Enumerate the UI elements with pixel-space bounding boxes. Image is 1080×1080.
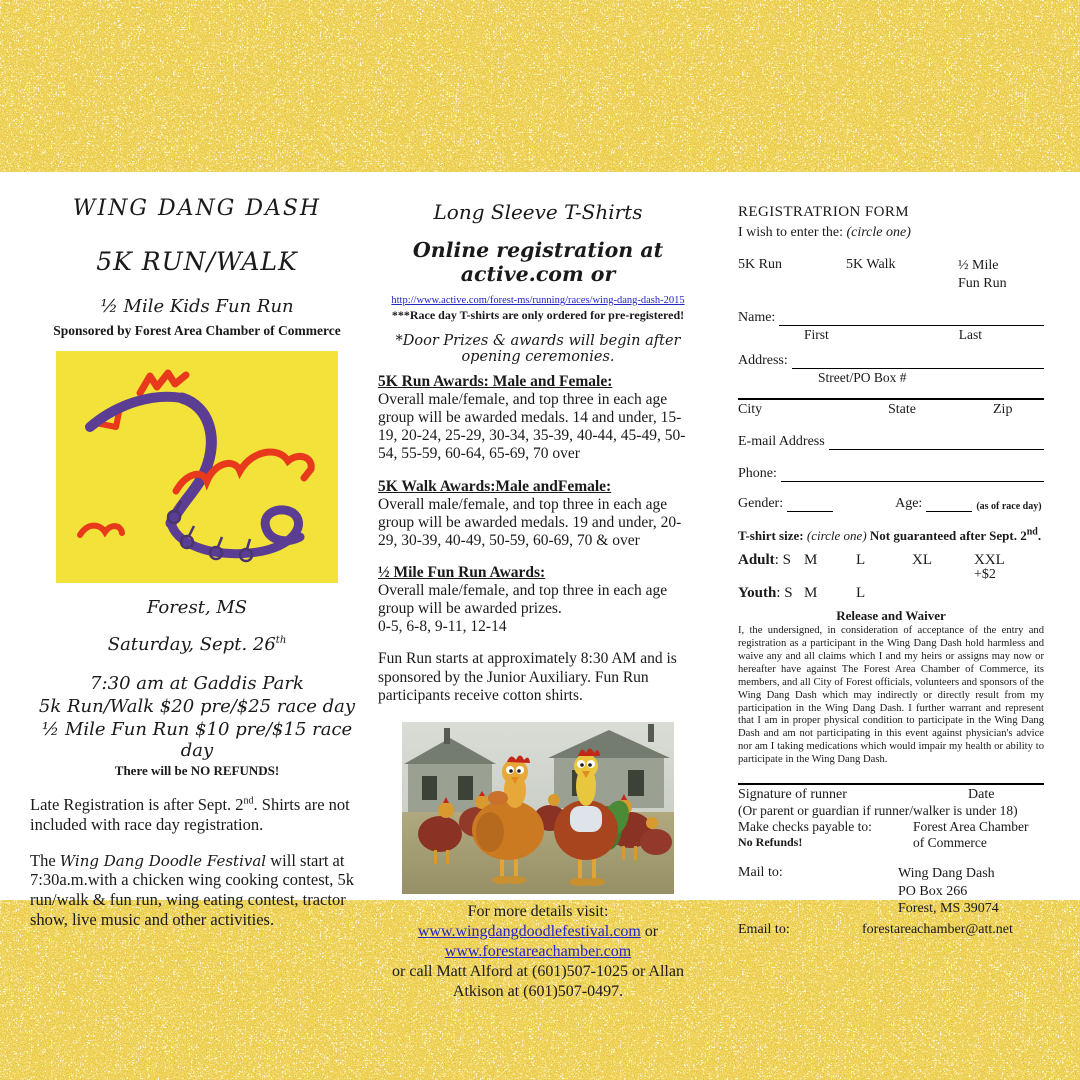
street-label: Street/PO Box # — [818, 370, 907, 385]
funrun-awards-body: Overall male/female, and top three in each age group will be awarded prizes. — [378, 581, 668, 617]
zip-label: Zip — [993, 402, 1013, 417]
gender-age-row — [738, 496, 1044, 512]
phone-blank — [781, 467, 1044, 482]
city-state-zip-row — [738, 402, 1044, 418]
mail-line-1: Wing Dang Dash — [898, 866, 995, 882]
festival-pre: The — [30, 850, 60, 870]
name-blank — [779, 311, 1044, 326]
email-to-label: Email to: — [738, 921, 790, 937]
time-place-line: 7:30 am at Gaddis Park — [90, 673, 304, 694]
email-to-row — [738, 922, 1044, 938]
chicken-run-photo — [402, 722, 674, 894]
mail-line-3: Forest, MS 39074 — [898, 901, 999, 917]
youth-size-s[interactable]: S — [784, 585, 793, 601]
option-half-mile-l2: Fun Run — [958, 275, 1007, 291]
late-registration-paragraph — [30, 795, 364, 835]
tshirt-header: Long Sleeve T-Shirts — [433, 200, 643, 224]
name-label: Name: — [738, 310, 776, 325]
event-title: WING DANG DASH — [72, 196, 322, 221]
rooster-logo-drawing — [56, 351, 338, 583]
run-awards-heading: 5K Run Awards: Male and Female: — [378, 373, 613, 390]
details-intro: For more details visit: — [467, 903, 609, 921]
or-word: or — [640, 923, 659, 941]
festival-paragraph — [30, 851, 364, 930]
checks-row-2 — [738, 835, 1044, 851]
tshirt-post: Not guaranteed after Sept. 2 — [866, 528, 1027, 543]
state-label: State — [888, 402, 916, 417]
walk-awards-body: Overall male/female, and top three in each age group will be awarded medals. 19 and under, 20-29, 30-39, 40-49, 50-59, 60-69, 70 & over — [378, 495, 682, 549]
event-subtitle-5k: 5K RUN/WALK — [96, 247, 298, 276]
email-blank — [829, 435, 1044, 450]
race-day-shirt-note: ***Race day T-shirts are only ordered for pre-registered! — [391, 308, 685, 322]
name-row — [738, 310, 1044, 326]
date-label: Date — [968, 787, 995, 803]
adult-size-xxl[interactable]: XXL — [974, 552, 1005, 568]
no-refunds-note: No Refunds! — [738, 835, 803, 850]
wingdangdoodle-link[interactable]: www.wingdangdoodlefestival.com — [417, 923, 641, 941]
divider-city — [738, 398, 1044, 400]
funrun-start-note: Fun Run starts at approximately 8:30 AM and is sponsored by the Junior Auxiliary. Fun Run participants receive cotton shirts. — [378, 650, 677, 705]
adult-word: Adult — [738, 552, 775, 568]
youth-word: Youth — [738, 585, 777, 601]
active-registration-link[interactable]: http://www.active.com/forest-ms/running/races/wing-dang-dash-2015 — [391, 295, 685, 306]
funrun-awards-heading: ½ Mile Fun Run Awards: — [378, 563, 546, 581]
adult-label: Adult: S — [738, 552, 791, 568]
tshirt-pre: T-shirt size: — [738, 528, 807, 543]
age-note: (as of race day) — [976, 501, 1042, 512]
festival-post: will start at 7:30a.m.with a chicken wing cooking contest, 5k run/walk & fun run, wing eating contest, tractor show, live music and other activities. — [30, 850, 354, 929]
age-blank — [926, 498, 972, 512]
tshirt-circle-one: (circle one) — [806, 528, 867, 543]
gender-blank — [787, 498, 833, 512]
date-ordinal: th — [275, 635, 287, 646]
option-half-mile[interactable] — [958, 257, 1044, 292]
forestareachamber-link[interactable]: www.forestareachamber.com — [444, 943, 632, 961]
online-registration-line: Online registration at active.com or — [412, 238, 664, 286]
address-row — [738, 353, 1044, 369]
mail-to-row — [738, 865, 1044, 918]
date-line — [30, 634, 364, 655]
tshirt-size-line — [738, 528, 1044, 544]
form-title: REGISTRATRION FORM — [738, 204, 909, 220]
tshirt-ordinal: nd — [1026, 526, 1038, 538]
registration-url-line — [378, 295, 698, 306]
option-5k-run[interactable]: 5K Run — [738, 257, 782, 272]
door-prizes-note: *Door Prizes & awards will begin after opening ceremonies. — [395, 333, 681, 365]
address-label: Address: — [738, 353, 788, 368]
waiver-heading: Release and Waiver — [836, 608, 946, 623]
adult-size-xl[interactable]: XL — [912, 552, 932, 568]
circle-one-note: (circle one) — [846, 225, 911, 240]
adult-size-s[interactable]: S — [782, 552, 791, 568]
checks-payee-1: Forest Area Chamber — [913, 819, 1029, 835]
email-to-value[interactable]: forestareachamber@att.net — [862, 921, 1013, 937]
enter-label: I wish to enter the: — [738, 225, 847, 240]
waiver-text: I, the undersigned, in consideration of acceptance of the entry and registration as a participant in the Wing Dang Dash hold harmless and waive any and all claims which I and my heirs or assigns may now or hereafter have against The Forest Area Chamber of Commerce, its members, and all City of Forest officials, volunteers and sponsors of the Wing Dang Dash which may indirectly or directly result from my participation in the Wing Dang Dash. I further warrant and represent that I am in proper physical condition to participate in the Wing Dang Dash and am not participating in this event against physician's advice nor am I taking medications which would impair my health or ability to participate in the Wing Dang Dash. — [738, 625, 1044, 766]
phone-row — [738, 466, 1044, 482]
xxl-surcharge: +$2 — [974, 567, 996, 582]
mail-line-2: PO Box 266 — [898, 883, 968, 899]
race-options-row — [738, 257, 1044, 292]
first-label: First — [804, 327, 829, 342]
divider-signature — [738, 783, 1044, 785]
phone-label: Phone: — [738, 466, 777, 481]
adult-size-m[interactable]: M — [804, 552, 818, 568]
price-5k-line: 5k Run/Walk $20 pre/$25 race day — [38, 696, 356, 717]
late-text-a: Late Registration is after Sept. 2 — [30, 795, 244, 814]
checks-row — [738, 819, 1044, 835]
email-label: E-mail Address — [738, 434, 825, 449]
festival-logo — [56, 351, 338, 583]
late-text-b: . Shirts are not included with race day registration. — [30, 795, 350, 834]
gender-label: Gender: — [738, 496, 784, 511]
youth-size-m[interactable]: M — [804, 585, 818, 601]
run-awards-body: Overall male/female, and top three in each age group will be awarded medals. 14 and under, 15-19, 20-24, 25-29, 30-34, 35-39, 40-44, 45-49, 50-54, 55-59, 60-64, 65-69, 70 over — [378, 391, 686, 463]
signature-row — [738, 787, 1044, 803]
details-block — [378, 902, 698, 1002]
registration-form — [738, 204, 1044, 938]
glitter-border-top — [0, 0, 1080, 172]
name-sub-labels — [738, 327, 1044, 343]
adult-size-l[interactable]: L — [856, 552, 866, 568]
last-label: Last — [958, 327, 983, 342]
city-label: City — [738, 402, 763, 417]
option-5k-walk[interactable]: 5K Walk — [846, 257, 896, 272]
festival-name: Wing Dang Doodle Festival — [59, 851, 267, 870]
guardian-note: (Or parent or guardian if runner/walker is under 18) — [738, 803, 1018, 819]
mail-to-label: Mail to: — [738, 865, 783, 881]
funrun-age-groups: 0-5, 6-8, 9-11, 12-14 — [378, 618, 507, 636]
sponsor-line: Sponsored by Forest Area Chamber of Commerce — [53, 323, 341, 338]
adult-sizes-row — [738, 552, 1044, 569]
age-label: Age: — [895, 496, 923, 511]
checks-label: Make checks payable to: — [738, 819, 872, 835]
option-half-mile-l1: ½ Mile — [958, 258, 999, 273]
address-sub-label — [738, 370, 1044, 386]
late-ordinal: nd — [243, 795, 254, 807]
kids-fun-run-line: ½ Mile Kids Fun Run — [100, 296, 294, 317]
address-blank — [792, 354, 1044, 369]
tshirt-period: . — [1037, 528, 1042, 543]
location-line: Forest, MS — [146, 597, 248, 618]
price-funrun-line: ½ Mile Fun Run $10 pre/$15 race day — [41, 719, 353, 761]
no-refunds-line: There will be NO REFUNDS! — [114, 763, 280, 778]
youth-sizes-row — [738, 585, 1044, 602]
email-row — [738, 434, 1044, 450]
youth-label: Youth: S — [738, 585, 793, 601]
youth-size-l[interactable]: L — [856, 585, 866, 601]
left-panel — [30, 194, 364, 930]
walk-awards-heading: 5K Walk Awards:Male andFemale: — [378, 477, 612, 495]
checks-payee-2: of Commerce — [913, 835, 987, 851]
middle-panel — [378, 200, 698, 1002]
signature-label: Signature of runner — [738, 787, 847, 803]
enter-line — [738, 225, 1044, 241]
mail-address — [898, 865, 999, 918]
date-text: Saturday, Sept. 26 — [107, 634, 276, 655]
phone-contacts-line: or call Matt Alford at (601)507-1025 or Allan Atkison at (601)507-0497. — [392, 963, 684, 1001]
